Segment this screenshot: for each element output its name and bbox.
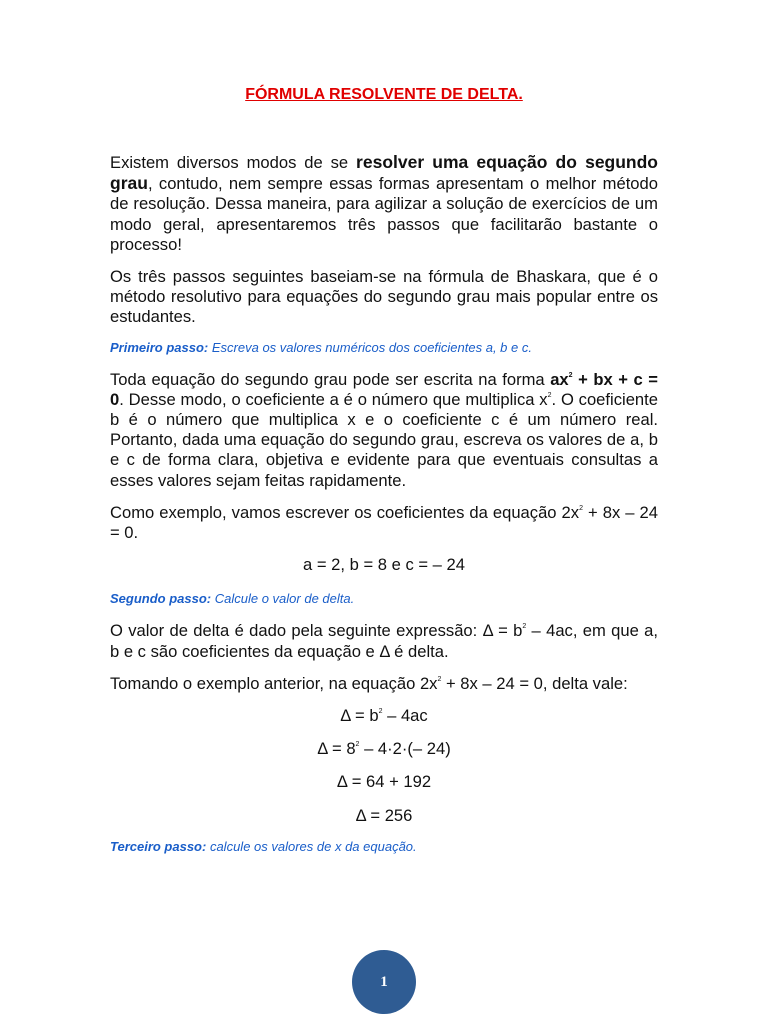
formula-exponent: 2	[568, 371, 573, 379]
delta-example-exponent: 2	[437, 675, 442, 683]
equation-delta-sum: Δ = 64 + 192	[336, 772, 432, 792]
paragraph-delta-definition	[110, 621, 658, 661]
general-form-exponent: 2	[547, 391, 552, 399]
step-three-text: calcule os valores de x da equação.	[206, 838, 417, 854]
delta-def-text-a: O valor de delta é dado pela seguinte expressão: Δ = b	[110, 621, 523, 641]
intro-text-a: Existem diversos modos de se	[110, 153, 357, 172]
page-number: 1	[380, 973, 388, 990]
document-body	[110, 152, 658, 855]
formula-rest: + bx + c = 0	[110, 369, 658, 409]
step-three-label: Terceiro passo:	[110, 838, 207, 854]
general-form-text-c2: . O coeficiente b é o número que multiplica x e o coeficiente c é um número real. Portanto, dada uma equação do segundo grau, escreva os valores de a, b e c de forma clara, objetiva e evidente para que eventuais consultas a esses valores sejam feitas rapidamente.	[110, 389, 658, 490]
page-number-badge	[352, 950, 416, 1014]
paragraph-bhaskara: Os três passos seguintes baseiam-se na fórmula de Bhaskara, que é o método resolutivo para equações do segundo grau mais popular entre os estudantes.	[110, 267, 658, 327]
step-two-label: Segundo passo:	[110, 591, 212, 607]
formula-ax: ax	[550, 369, 569, 389]
paragraph-delta-example	[110, 674, 658, 694]
intro-link-text: resolver uma equação do segundo grau	[110, 152, 658, 194]
delta-def-exponent: 2	[522, 623, 527, 631]
example-exponent: 2	[579, 504, 583, 512]
delta-def-text-b: – 4ac, em que a, b e c são coeficientes da equação e Δ é delta.	[110, 621, 658, 661]
paragraph-general-form	[110, 370, 658, 491]
delta-example-text-a: Tomando o exemplo anterior, na equação 2x	[110, 673, 438, 693]
eq1-a: Δ = b	[340, 706, 379, 726]
eq1-b: – 4ac	[382, 706, 428, 726]
document-title: FÓRMULA RESOLVENTE DE DELTA.	[245, 86, 523, 103]
step-one-text: Escreva os valores numéricos dos coeficientes a, b e c.	[208, 339, 532, 355]
intro-text-c: , contudo, nem sempre essas formas apresentam o melhor método de resolução. Dessa maneira, para agilizar a solução de exercícios de um modo geral, apresentaremos três passos que facilitarão bastante o processo!	[110, 174, 658, 254]
step-three	[110, 839, 658, 855]
example-text-a: Como exemplo, vamos escrever os coeficientes da equação 2x	[110, 502, 580, 522]
eq1-exponent: 2	[378, 708, 383, 716]
equation-delta-substitution	[110, 739, 658, 759]
step-one-label: Primeiro passo:	[110, 339, 209, 355]
step-one	[110, 340, 658, 356]
equation-delta-formula	[110, 706, 658, 726]
eq2-a: Δ = 8	[317, 739, 356, 759]
example-text-b: + 8x – 24 = 0.	[110, 502, 658, 543]
step-two-text: Calcule o valor de delta.	[211, 591, 355, 607]
eq2-exponent: 2	[355, 741, 360, 749]
eq2-b: – 4·2·(– 24)	[359, 739, 451, 759]
paragraph-intro	[110, 152, 658, 255]
general-form-text-a: Toda equação do segundo grau pode ser escrita na forma	[110, 369, 551, 389]
paragraph-example	[110, 503, 658, 543]
delta-example-text-b: + 8x – 24 = 0, delta vale:	[441, 673, 628, 693]
step-two	[110, 591, 658, 607]
coefficients-line: a = 2, b = 8 e c = – 24	[303, 555, 465, 575]
general-form-text-c1: . Desse modo, o coeficiente a é o número que multiplica x	[119, 389, 548, 409]
equation-delta-result: Δ = 256	[355, 805, 413, 825]
